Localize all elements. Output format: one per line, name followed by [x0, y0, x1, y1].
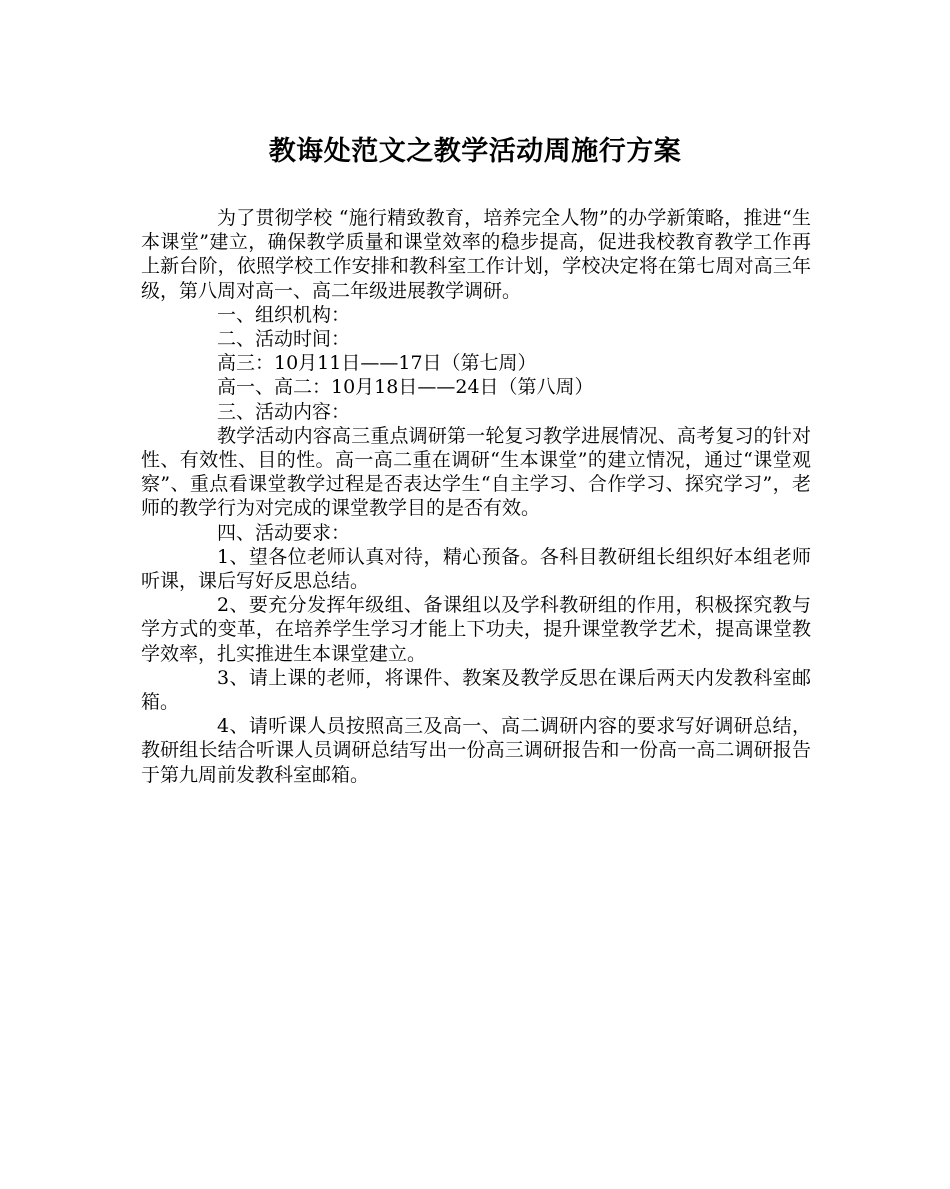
schedule-senior-three: 高三：10月11日——17日（第七周） [217, 352, 537, 375]
section-heading-time: 二、活动时间： [217, 328, 351, 351]
section-heading-requirements: 四、活动要求： [217, 521, 351, 544]
requirement-item-4: 4、请听课人员按照高三及高一、高二调研内容的要求写好调研总结，教研组长结合听课人员调研总结写出一份高三调研报告和一份高一高二调研报告于第九周前发教科室邮箱。 [141, 715, 811, 786]
requirement-item-2: 2、要充分发挥年级组、备课组以及学科教研组的作用，积极探究教与学方式的变革，在培养学生学习才能上下功夫，提升课堂教学艺术，提高课堂教学效率，扎实推进生本课堂建立。 [141, 594, 811, 665]
section-heading-organization: 一、组织机构： [217, 303, 351, 326]
content-paragraph: 教学活动内容高三重点调研第一轮复习教学进展情况、高考复习的针对性、有效性、目的性。高一高二重在调研“生本课堂”的建立情况，通过“课堂观察”、重点看课堂教学过程是否表达学生“自主学习、合作学习、探究学习”，老师的教学行为对完成的课堂教学目的是否有效。 [141, 424, 811, 520]
document-body [141, 206, 811, 787]
intro-paragraph: 为了贯彻学校 “施行精致教育，培养完全人物”的办学新策略，推进“生本课堂”建立，确保教学质量和课堂效率的稳步提高，促进我校教育教学工作再上新台阶，依照学校工作安排和教科室工作计划，学校决定将在第七周对高三年级，第八周对高一、高二年级进展教学调研。 [141, 207, 811, 302]
schedule-senior-one-two: 高一、高二：10月18日——24日（第八周） [217, 376, 594, 399]
requirement-item-3: 3、请上课的老师，将课件、教案及教学反思在课后两天内发教科室邮箱。 [141, 666, 811, 714]
section-heading-content: 三、活动内容： [217, 400, 351, 423]
document-title: 教诲处范文之教学活动周施行方案 [268, 136, 682, 167]
requirement-item-1: 1、望各位老师认真对待，精心预备。各科目教研组长组织好本组老师听课，课后写好反思总结。 [141, 545, 811, 593]
